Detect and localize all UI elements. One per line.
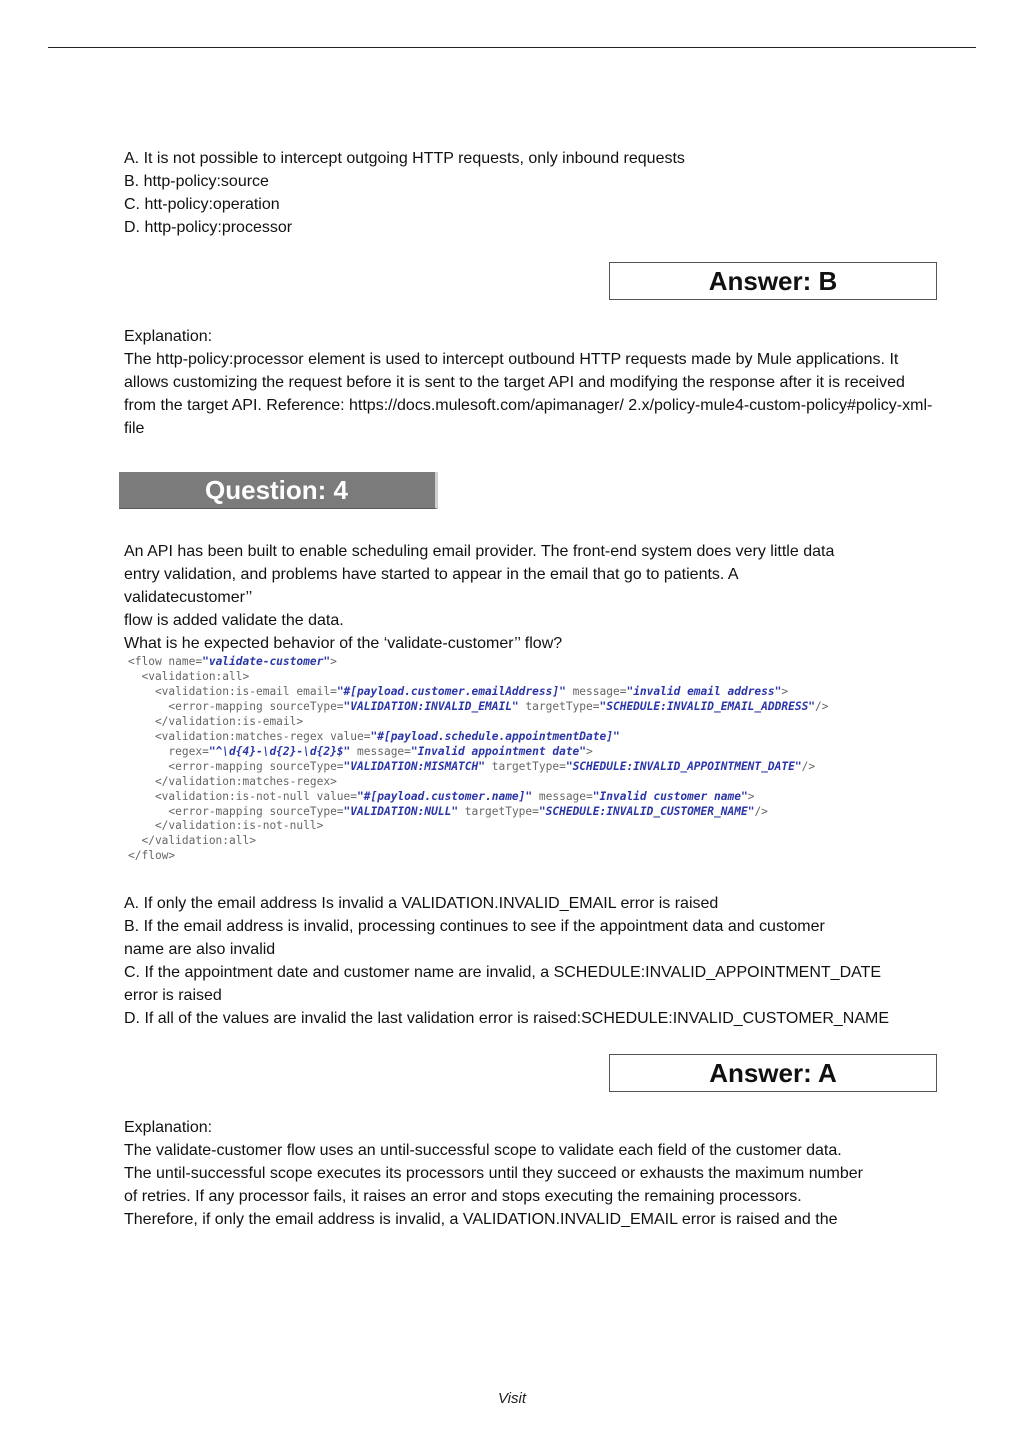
stem-line: What is he expected behavior of the ‘validate-customer’’ flow? (124, 635, 563, 652)
explanation-text: The http-policy:processor element is used to intercept outbound HTTP requests made by Mule applications. It allows customizing the request before it is sent to the target API and modifying the response after it is received from the target API. Reference: https://docs.mulesoft.com/apimanager/ 2.x/policy-mule4-custom-policy#policy-xml-file (124, 351, 933, 437)
q3-options (124, 147, 934, 239)
q3-explanation (124, 325, 934, 440)
option-c: C. If the appointment date and customer name are invalid, a SCHEDULE:INVALID_APPOINTMENT_DATE (124, 964, 882, 981)
explanation-line: The validate-customer flow uses an until-successful scope to validate each field of the customer data. (124, 1142, 842, 1159)
explanation-label: Explanation: (124, 1119, 213, 1136)
stem-line: entry validation, and problems have started to appear in the email that go to patients. A (124, 566, 739, 583)
explanation-line: The until-successful scope executes its processors until they succeed or exhausts the maximum number (124, 1165, 863, 1182)
q4-answer-box: Answer: A (609, 1054, 937, 1092)
option-a: A. It is not possible to intercept outgoing HTTP requests, only inbound requests (124, 150, 685, 167)
stem-line: An API has been built to enable scheduling email provider. The front-end system does very little data (124, 543, 835, 560)
option-c: C. htt-policy:operation (124, 196, 280, 213)
option-d: D. http-policy:processor (124, 219, 293, 236)
header-rule (48, 47, 976, 48)
stem-line: flow is added validate the data. (124, 612, 344, 629)
option-b-cont: name are also invalid (124, 941, 276, 958)
question-4-banner: Question: 4 (119, 472, 438, 509)
option-c-cont: error is raised (124, 987, 222, 1004)
option-a: A. If only the email address Is invalid a VALIDATION.INVALID_EMAIL error is raised (124, 895, 719, 912)
explanation-label: Explanation: (124, 328, 213, 345)
explanation-line: Therefore, if only the email address is invalid, a VALIDATION.INVALID_EMAIL error is raised and the (124, 1211, 838, 1228)
option-d: D. If all of the values are invalid the last validation error is raised:SCHEDULE:INVALID_CUSTOMER_NAME (124, 1010, 890, 1027)
option-b: B. If the email address is invalid, processing continues to see if the appointment data and customer (124, 918, 825, 935)
stem-line: validatecustomer’’ (124, 589, 253, 606)
footer-visit: Visit (497, 1390, 527, 1407)
xml-code-screenshot: <flow name="validate-customer"> <validation:all> <validation:is-email email="#[payload.customer.emailAddress]" message="invalid email address"> <error-mapping sourceType="VALIDATION:INVALID_EMAIL" targetType="SCHEDULE:INVALID_EMAIL_ADDRESS"/> </validation:is-email> <validation:matches-regex value="#[payload.schedule.appointmentDate]" regex="^\d{4}-\d{2}-\d{2}$" message="Invalid appointment date"> <error-mapping sourceType="VALIDATION:MISMATCH" targetType="SCHEDULE:INVALID_APPOINTMENT_DATE"/> </validation:matches-regex> <validation:is-not-null value="#[payload.customer.name]" message="Invalid customer name"> <error-mapping sourceType="VALIDATION:NULL" targetType="SCHEDULE:INVALID_CUSTOMER_NAME"/> </validation:is-not-null> </validation:all> </flow> (128, 655, 829, 863)
q4-options (124, 892, 934, 1030)
q3-answer-box: Answer: B (609, 262, 937, 300)
option-b: B. http-policy:source (124, 173, 269, 190)
q4-stem (124, 540, 934, 655)
explanation-line: of retries. If any processor fails, it raises an error and stops executing the remaining processors. (124, 1188, 802, 1205)
q4-explanation (124, 1116, 934, 1231)
